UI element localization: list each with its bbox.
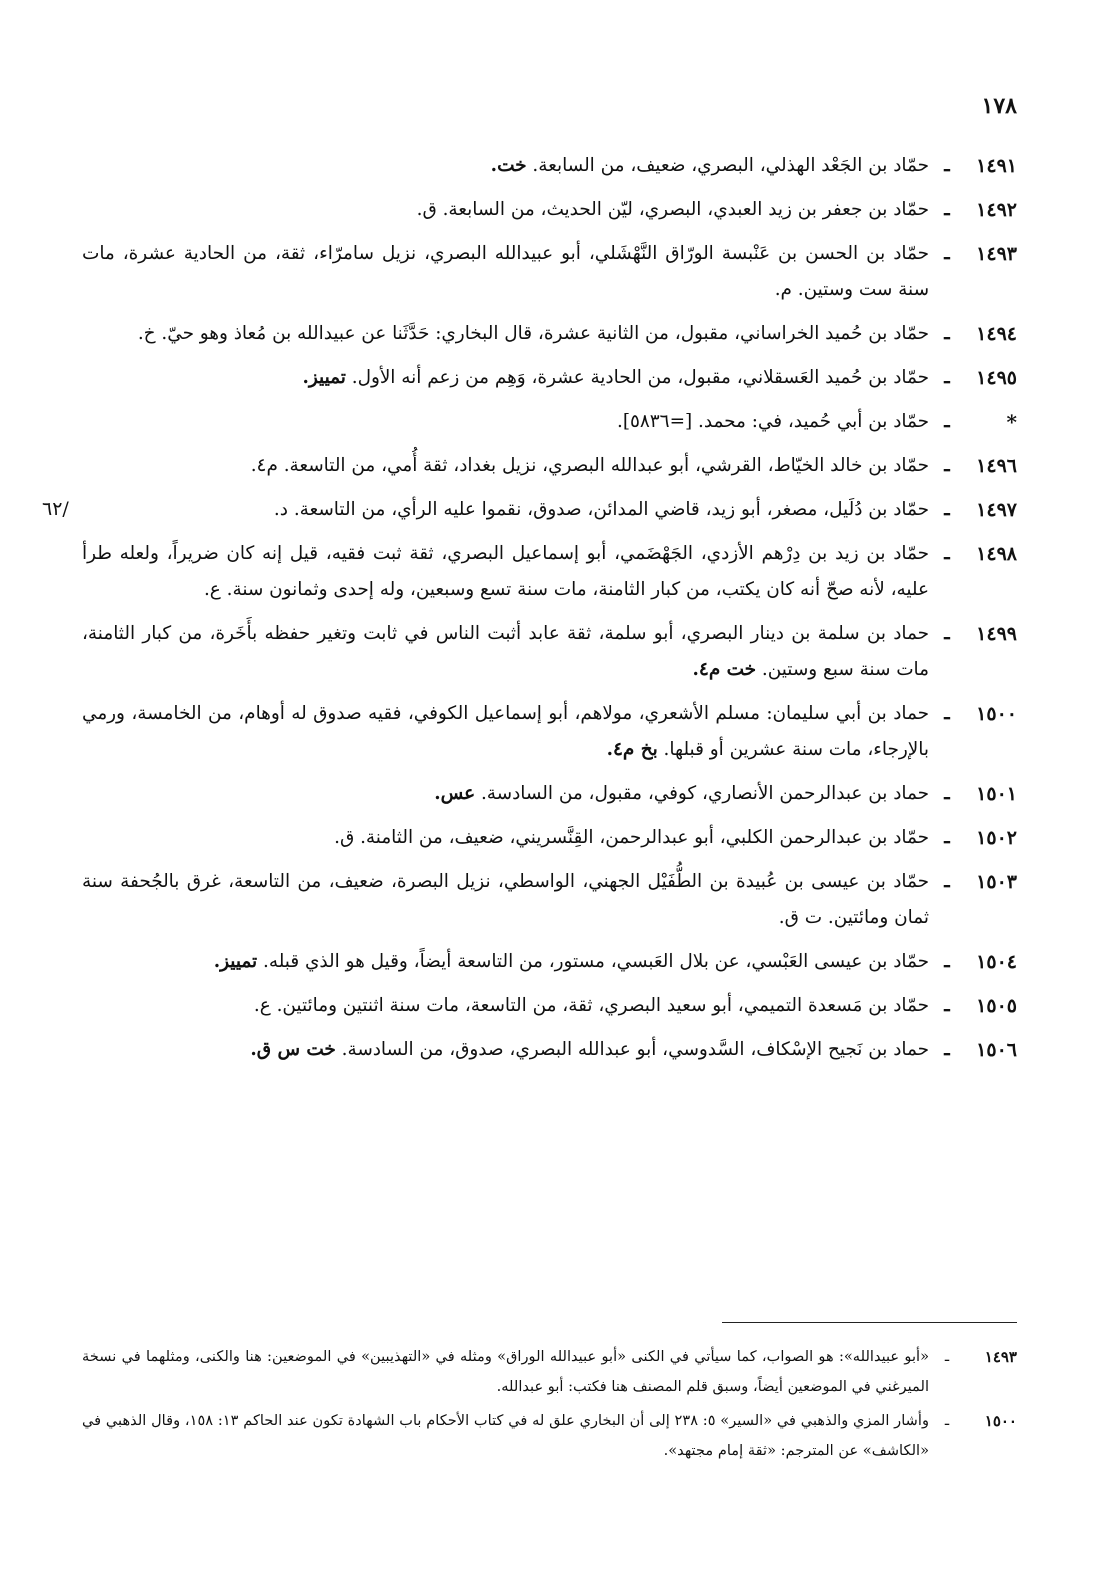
entry-number: ١٤٩٣ bbox=[976, 243, 1017, 265]
entry-dash: ـ bbox=[944, 543, 950, 564]
entry-text: حمّاد بن الجَعْد الهذلي، البصري، ضعيف، من السابعة. bbox=[532, 155, 929, 176]
footnote-number: ١٥٠٠ bbox=[984, 1412, 1017, 1430]
entry-body bbox=[82, 448, 929, 484]
entry-symbols: تمييز. bbox=[213, 951, 258, 972]
footnote-1500 bbox=[82, 1406, 1017, 1466]
entry-dash: ـ bbox=[944, 499, 950, 520]
entry-text: حمّاد بن عيسى العَبْسي، عن بلال العَبسي، مستور، من التاسعة أيضاً، وقيل هو الذي قبله. bbox=[263, 951, 929, 972]
footnote-divider bbox=[722, 1322, 1017, 1323]
page-number: ١٧٨ bbox=[981, 93, 1017, 119]
entry-number: ١٥٠٠ bbox=[976, 703, 1017, 725]
footnote-text: وأشار المزي والذهبي في «السير» ٥: ٢٣٨ إلى أن البخاري علق له في كتاب الأحكام باب الشهادة تكون عند الحاكم ١٣: ١٥٨، وقال الذهبي في «الكاشف» عن المترجم: «ثقة إمام مجتهد». bbox=[82, 1412, 929, 1459]
entry-1492 bbox=[82, 192, 1017, 228]
entry-1501 bbox=[82, 776, 1017, 812]
entry-number: ١٤٩١ bbox=[976, 155, 1017, 177]
entry-body bbox=[82, 236, 929, 308]
entry-body bbox=[82, 696, 929, 768]
entry-dash: ـ bbox=[944, 951, 950, 972]
footnote-1493 bbox=[82, 1342, 1017, 1402]
entry-1503 bbox=[82, 864, 1017, 936]
entry-number: ١٤٩٨ bbox=[976, 543, 1017, 565]
entry-body bbox=[82, 360, 929, 396]
entry-1506 bbox=[82, 1032, 1017, 1068]
entry-number: ١٤٩٧ bbox=[976, 499, 1017, 521]
entry-dash: ـ bbox=[944, 703, 950, 724]
entry-text: حمّاد بن أبي حُميد، في: محمد. [=٥٨٣٦]. bbox=[617, 411, 929, 432]
entry-dash: ـ bbox=[944, 783, 950, 804]
entry-symbols: ق. bbox=[334, 827, 355, 848]
entry-text: حماد بن سلمة بن دينار البصري، أبو سلمة، ثقة عابد أثبت الناس في ثابت وتغير حفظه بأَخَرة، من كبار الثامنة، مات سنة سبع وستين. bbox=[82, 623, 929, 680]
footnote-number: ١٤٩٣ bbox=[984, 1348, 1017, 1366]
entry-symbols: خت. bbox=[490, 155, 527, 176]
entry-1493 bbox=[82, 236, 1017, 308]
entry-1497 bbox=[82, 492, 1017, 528]
entry-symbols: بخ م٤. bbox=[606, 739, 658, 760]
entry-number: ١٥٠٥ bbox=[976, 995, 1017, 1017]
entry-body bbox=[82, 316, 929, 352]
entry-1500 bbox=[82, 696, 1017, 768]
entry-dash: ـ bbox=[944, 995, 950, 1016]
entries-list bbox=[82, 148, 1017, 1076]
entry-symbols: عس. bbox=[434, 783, 476, 804]
entry-symbols: م٤. bbox=[250, 455, 278, 476]
entry-dash: ـ bbox=[944, 455, 950, 476]
entry-body bbox=[82, 1032, 929, 1068]
star-icon: * bbox=[1006, 410, 1017, 434]
entry-body bbox=[82, 864, 929, 936]
entry-body bbox=[82, 820, 929, 856]
entry-1496 bbox=[82, 448, 1017, 484]
entry-text: حمّاد بن عبدالرحمن الكلبي، أبو عبدالرحمن، القِنَّسريني، ضعيف، من الثامنة. bbox=[360, 827, 929, 848]
entry-1502 bbox=[82, 820, 1017, 856]
entry-body bbox=[82, 616, 929, 688]
footnote-dash: ـ bbox=[944, 1348, 950, 1365]
entry-symbols: ق. bbox=[416, 199, 437, 220]
entry-dash: ـ bbox=[944, 871, 950, 892]
entry-cross-reference bbox=[82, 404, 1017, 440]
entry-dash: ـ bbox=[944, 411, 950, 432]
entry-dash: ـ bbox=[944, 243, 950, 264]
entry-dash: ـ bbox=[944, 367, 950, 388]
entry-text: حمّاد بن دُلَيل، مصغر، أبو زيد، قاضي المدائن، صدوق، نقموا عليه الرأي، من التاسعة. bbox=[293, 499, 929, 520]
footnote-dash: ـ bbox=[944, 1412, 950, 1429]
entry-symbols: خ. bbox=[137, 323, 156, 344]
entry-text: حمّاد بن حُميد الخراساني، مقبول، من الثانية عشرة، قال البخاري: حَدَّثَنا عن عبيدالله بن مُعاذ وهو حيّ. bbox=[161, 323, 929, 344]
entry-text: حمّاد بن زيد بن دِرْهم الأزدي، الجَهْضَمي، أبو إسماعيل البصري، ثقة ثبت فقيه، قيل إنه كان ضريراً، ولعله طرأ عليه، لأنه صحّ أنه كان يكتب، من كبار الثامنة، مات سنة تسع وسبعين، وله إحدى وثمانون سنة. bbox=[82, 543, 929, 600]
entry-number: ١٤٩٥ bbox=[976, 367, 1017, 389]
entry-dash: ـ bbox=[944, 1039, 950, 1060]
entry-body bbox=[82, 148, 929, 184]
entry-symbols: ع. bbox=[203, 579, 221, 600]
entry-body bbox=[82, 776, 929, 812]
entry-number: ١٤٩٩ bbox=[976, 623, 1017, 645]
entry-body bbox=[82, 536, 929, 608]
entry-number: ١٤٩٦ bbox=[976, 455, 1017, 477]
entry-1504 bbox=[82, 944, 1017, 980]
entry-symbols: ع. bbox=[253, 995, 271, 1016]
entry-text: حمّاد بن مَسعدة التميمي، أبو سعيد البصري، ثقة، من التاسعة، مات سنة اثنتين ومائتين. bbox=[276, 995, 929, 1016]
entry-symbols: تمييز. bbox=[302, 367, 346, 388]
entry-number: ١٤٩٢ bbox=[976, 199, 1017, 221]
entry-symbols: د. bbox=[273, 499, 288, 520]
entry-text: حماد بن أبي سليمان: مسلم الأشعري، مولاهم، أبو إسماعيل الكوفي، فقيه صدوق له أوهام، من الخامسة، ورمي بالإرجاء، مات سنة عشرين أو قبلها. bbox=[82, 703, 929, 760]
entry-number: ١٤٩٤ bbox=[976, 323, 1017, 345]
entry-text: حمّاد بن خالد الخيّاط، القرشي، أبو عبدالله البصري، نزيل بغداد، ثقة أُمي، من التاسعة. bbox=[283, 455, 929, 476]
footnotes-list bbox=[82, 1342, 1017, 1470]
entry-text: حمّاد بن الحسن بن عَنْبسة الورّاق النَّهْشَلي، أبو عبيدالله البصري، نزيل سامرّاء، ثقة، من الحادية عشرة، مات سنة ست وستين. bbox=[82, 243, 929, 300]
entry-number: ١٥٠١ bbox=[976, 783, 1017, 805]
entry-symbols: ت ق. bbox=[778, 907, 823, 928]
entry-body bbox=[82, 988, 929, 1024]
entry-number: ١٥٠٣ bbox=[976, 871, 1017, 893]
entry-1498 bbox=[82, 536, 1017, 608]
entry-text: حمّاد بن عيسى بن عُبيدة بن الطُّفَيْل الجهني، الواسطي، نزيل البصرة، ضعيف، من التاسعة، غرق بالجُحفة سنة ثمان ومائتين. bbox=[82, 871, 929, 928]
entry-symbols: خت م٤. bbox=[692, 659, 757, 680]
entry-dash: ـ bbox=[944, 155, 950, 176]
entry-1505 bbox=[82, 988, 1017, 1024]
entry-symbols: م. bbox=[774, 279, 792, 300]
entry-1499 bbox=[82, 616, 1017, 688]
entry-number: ١٥٠٢ bbox=[976, 827, 1017, 849]
entry-text: حماد بن عبدالرحمن الأنصاري، كوفي، مقبول، من السادسة. bbox=[480, 783, 929, 804]
entry-text: حمّاد بن حُميد العَسقلاني، مقبول، من الحادية عشرة، وَهِم من زعم أنه الأول. bbox=[351, 367, 929, 388]
entry-dash: ـ bbox=[944, 199, 950, 220]
footnote-text: «أبو عبيدالله»: هو الصواب، كما سيأتي في الكنى «أبو عبيدالله الوراق» ومثله في «التهذيبين» في الموضعين: هنا والكنى، ومثلهما في نسخة الميرغني في الموضعين أيضاً، وسبق قلم المصنف هنا فكتب: أبو عبدالله. bbox=[82, 1348, 929, 1395]
entry-body bbox=[82, 404, 929, 440]
entry-dash: ـ bbox=[944, 323, 950, 344]
entry-1494 bbox=[82, 316, 1017, 352]
entry-text: حمّاد بن جعفر بن زيد العبدي، البصري، ليّن الحديث، من السابعة. bbox=[442, 199, 929, 220]
entry-body bbox=[82, 944, 929, 980]
entry-1491 bbox=[82, 148, 1017, 184]
entry-body bbox=[82, 192, 929, 228]
entry-symbols: خت س ق. bbox=[250, 1039, 336, 1060]
entry-body bbox=[82, 492, 929, 528]
entry-text: حماد بن نَجيح الإسْكاف، السَّدوسي، أبو عبدالله البصري، صدوق، من السادسة. bbox=[341, 1039, 929, 1060]
entry-dash: ـ bbox=[944, 623, 950, 644]
entry-1495 bbox=[82, 360, 1017, 396]
margin-note: /٦٢ bbox=[42, 498, 69, 520]
entry-number: ١٥٠٤ bbox=[976, 951, 1017, 973]
entry-number: ١٥٠٦ bbox=[976, 1039, 1017, 1061]
entry-dash: ـ bbox=[944, 827, 950, 848]
